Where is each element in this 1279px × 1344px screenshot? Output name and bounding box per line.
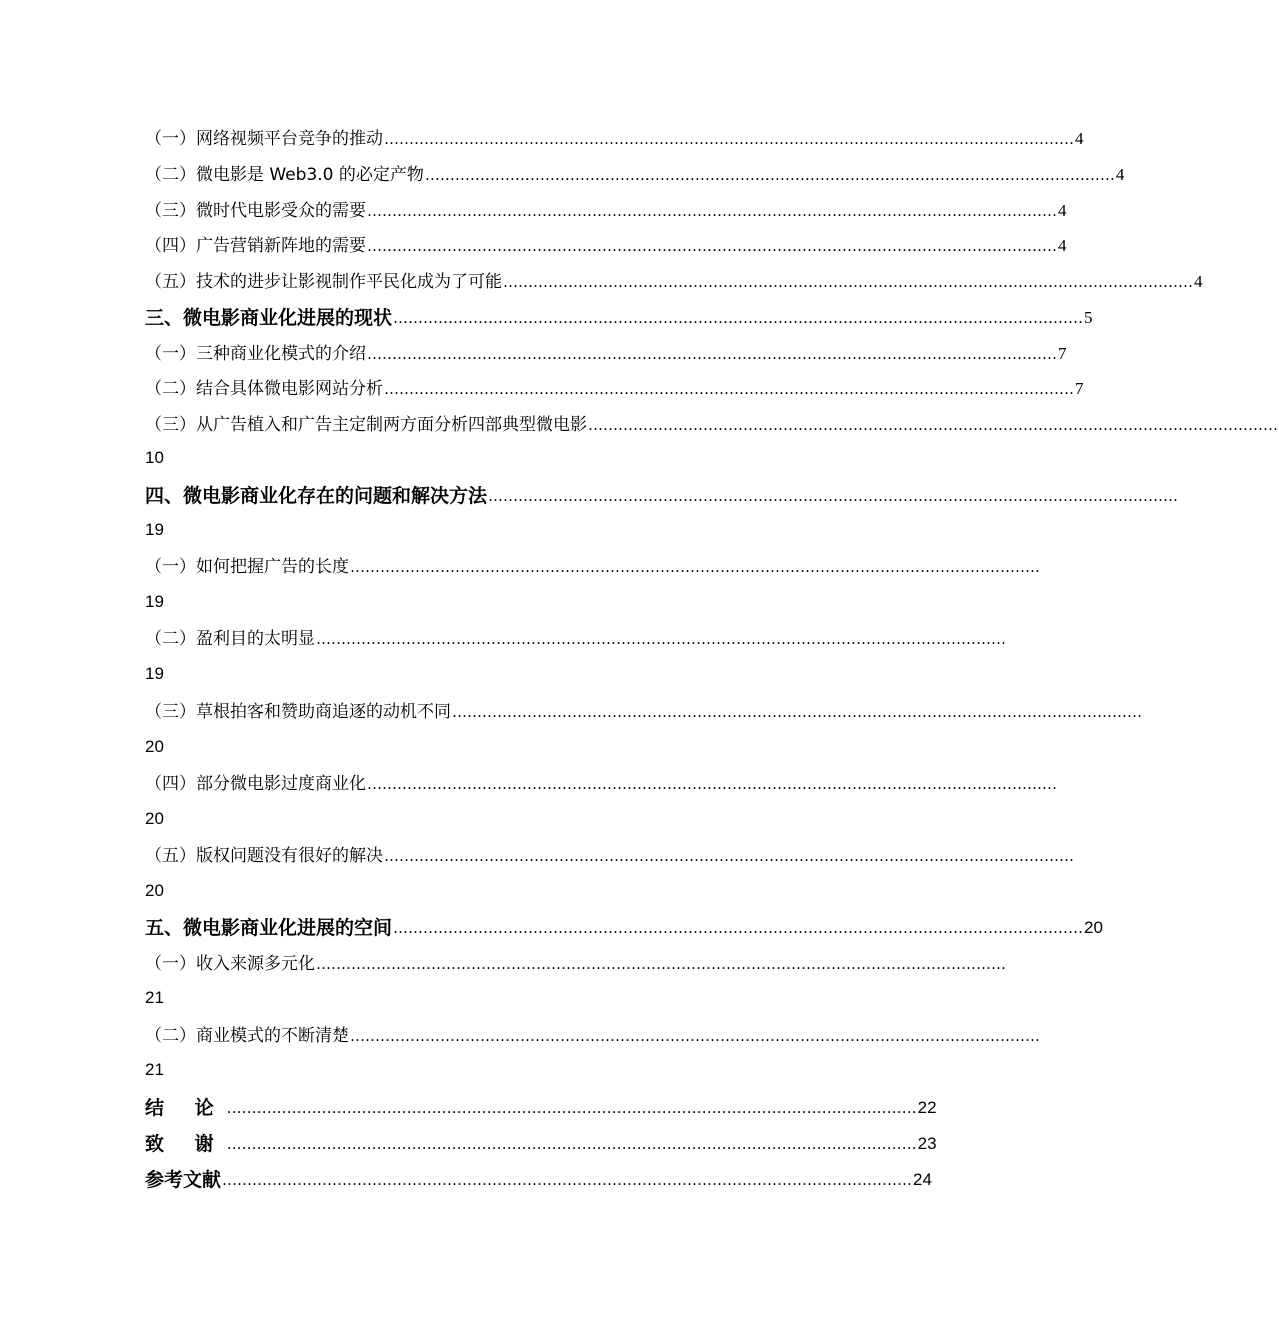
toc-chapter-label: 结 论	[145, 1097, 226, 1119]
toc-page-number: 7	[1058, 344, 1067, 363]
toc-page-number: 20	[145, 809, 164, 828]
toc-page-number: 21	[145, 1060, 164, 1079]
toc-chapter-entry[interactable]	[145, 1090, 937, 1120]
toc-entry-label: （二）微电影是 Web3.0 的必定产物	[145, 165, 424, 185]
leader-dots: …………………………………………………………………………………………………………………………	[384, 130, 1074, 148]
toc-entry-label: （三）微时代电影受众的需要	[145, 201, 366, 221]
toc-entry[interactable]	[145, 407, 1278, 437]
toc-chapter-label: 参考文献	[145, 1169, 222, 1191]
leader-dots: …………………………………………………………………………………………………………………………	[393, 919, 1084, 937]
toc-chapter-label: 四、微电影商业化存在的问题和解决方法	[145, 485, 488, 507]
toc-entry[interactable]	[145, 157, 1125, 187]
toc-page-number: 21	[145, 988, 164, 1007]
toc-entry-label: （一）三种商业化模式的介绍	[145, 344, 366, 364]
toc-chapter-entry[interactable]	[145, 910, 1103, 940]
toc-page-number: 23	[917, 1134, 937, 1153]
toc-entry-label: （五）版权问题没有很好的解决	[145, 846, 383, 866]
toc-chapter-entry[interactable]	[145, 478, 1179, 508]
toc-entry-label: （一）收入来源多元化	[145, 954, 315, 974]
toc-entry[interactable]	[145, 121, 1084, 151]
toc-entry[interactable]	[145, 193, 1067, 223]
leader-dots: …………………………………………………………………………………………………………………………	[367, 202, 1057, 220]
toc-entry[interactable]	[145, 228, 1067, 258]
toc-page-number: 20	[145, 737, 164, 756]
toc-page-number: 5	[1084, 308, 1093, 327]
toc-entry[interactable]	[145, 336, 1067, 366]
toc-entry[interactable]	[145, 621, 1006, 651]
toc-page-number: 24	[913, 1170, 932, 1189]
toc-entry[interactable]	[145, 264, 1203, 294]
leader-dots: …………………………………………………………………………………………………………………………	[350, 1027, 1040, 1045]
leader-dots: …………………………………………………………………………………………………………………………	[424, 166, 1115, 184]
toc-entry[interactable]	[145, 371, 1084, 401]
toc-page-number: 19	[145, 520, 164, 539]
toc-entry-label: （三）草根拍客和赞助商追逐的动机不同	[145, 702, 451, 722]
toc-entry[interactable]	[145, 549, 1040, 579]
toc-entry-label: （二）结合具体微电影网站分析	[145, 379, 383, 399]
toc-page-number: 4	[1058, 236, 1067, 255]
toc-page-number: 4	[1058, 201, 1067, 220]
leader-dots: …………………………………………………………………………………………………………………………	[393, 309, 1084, 327]
toc-entry[interactable]	[145, 838, 1074, 868]
toc-chapter-entry[interactable]	[145, 1162, 932, 1192]
toc-entry-label: （二）商业模式的不断清楚	[145, 1026, 349, 1046]
toc-entry-label: （二）盈利目的太明显	[145, 629, 315, 649]
leader-dots: …………………………………………………………………………………………………………………………	[316, 630, 1006, 648]
leader-dots: …………………………………………………………………………………………………………………………	[367, 345, 1057, 363]
toc-entry-label: （四）广告营销新阵地的需要	[145, 236, 366, 256]
leader-dots: …………………………………………………………………………………………………………………………	[503, 273, 1193, 291]
leader-dots: …………………………………………………………………………………………………………………………	[452, 703, 1142, 721]
toc-page-number: 10	[145, 448, 164, 467]
toc-entry[interactable]	[145, 694, 1142, 724]
leader-dots: …………………………………………………………………………………………………………………………	[384, 380, 1074, 398]
toc-chapter-entry[interactable]	[145, 300, 1093, 330]
toc-chapter-label: 三、微电影商业化进展的现状	[145, 307, 393, 329]
toc-page-number: 4	[1194, 272, 1203, 291]
leader-dots: …………………………………………………………………………………………………………………………	[316, 955, 1006, 973]
leader-dots: …………………………………………………………………………………………………………………………	[222, 1171, 913, 1189]
toc-entry-label: （一）网络视频平台竞争的推动	[145, 129, 383, 149]
leader-dots: …………………………………………………………………………………………………………………………	[226, 1099, 917, 1117]
leader-dots: …………………………………………………………………………………………………………………………	[588, 416, 1278, 434]
toc-page-number: 4	[1075, 129, 1084, 148]
toc-entry-label: （四）部分微电影过度商业化	[145, 774, 366, 794]
leader-dots: …………………………………………………………………………………………………………………………	[384, 847, 1074, 865]
toc-entry[interactable]	[145, 1018, 1040, 1048]
toc-page-number: 4	[1115, 165, 1125, 184]
toc-entry-label: （五）技术的进步让影视制作平民化成为了可能	[145, 272, 502, 292]
toc-page-number: 19	[145, 664, 164, 683]
leader-dots: …………………………………………………………………………………………………………………………	[488, 487, 1179, 505]
toc-chapter-entry[interactable]	[145, 1126, 937, 1156]
toc-page-number: 20	[145, 881, 164, 900]
leader-dots: …………………………………………………………………………………………………………………………	[226, 1135, 917, 1153]
toc-page-number: 19	[145, 592, 164, 611]
toc-entry[interactable]	[145, 946, 1006, 976]
toc-page-number: 7	[1075, 379, 1084, 398]
toc-page-number: 22	[917, 1098, 937, 1117]
toc-entry-label: （三）从广告植入和广告主定制两方面分析四部典型微电影	[145, 415, 587, 435]
toc-entry-label: （一）如何把握广告的长度	[145, 557, 349, 577]
toc-chapter-label: 致 谢	[145, 1133, 226, 1155]
leader-dots: …………………………………………………………………………………………………………………………	[367, 237, 1057, 255]
leader-dots: …………………………………………………………………………………………………………………………	[350, 558, 1040, 576]
toc-page-number: 20	[1084, 918, 1103, 937]
toc-chapter-label: 五、微电影商业化进展的空间	[145, 917, 393, 939]
leader-dots: …………………………………………………………………………………………………………………………	[367, 775, 1057, 793]
toc-entry[interactable]	[145, 766, 1057, 796]
